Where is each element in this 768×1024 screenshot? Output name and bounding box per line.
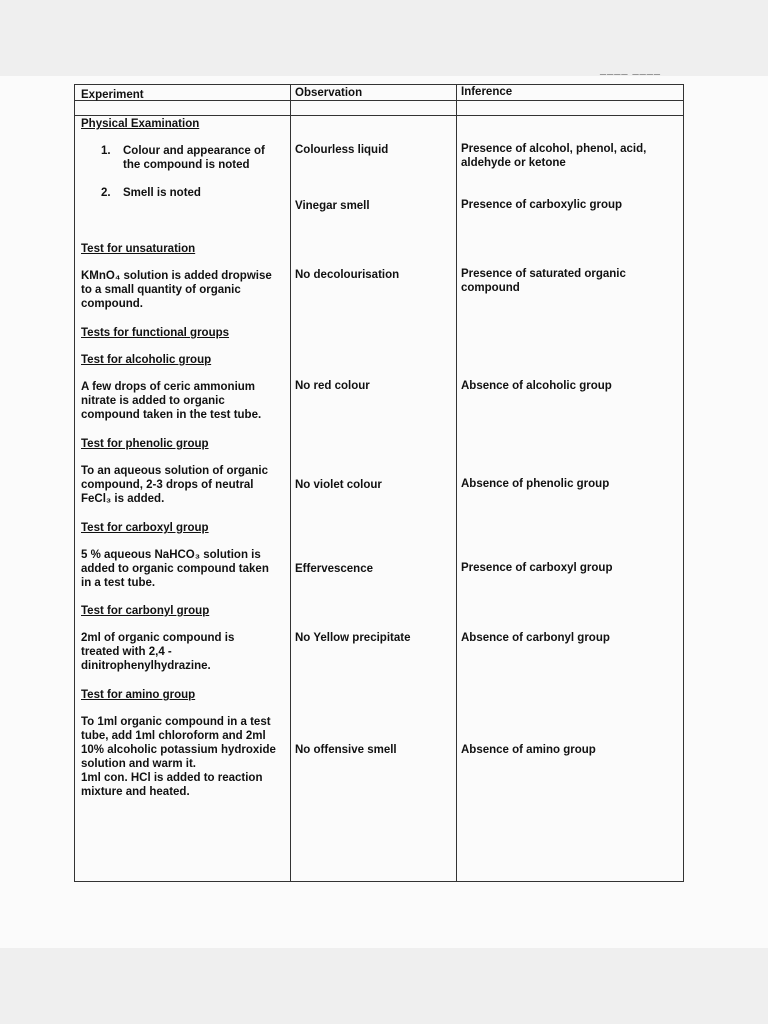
inference-carbonyl: Absence of carbonyl group: [461, 632, 610, 644]
inference-colour: Presence of alcohol, phenol, acid, aldehyde or ketone: [461, 143, 647, 169]
section-title-unsaturation: Test for unsaturation: [81, 243, 196, 255]
corner-mark: ____ ____: [600, 64, 661, 76]
observation-smell: Vinegar smell: [295, 200, 370, 212]
observation-phenolic: No violet colour: [295, 479, 382, 491]
experiment-carboxyl: 5 % aqueous NaHCO₃ solution is added to organic compound taken in a test tube.: [81, 549, 269, 589]
section-title-amino: Test for amino group: [81, 689, 196, 701]
experiment-unsaturation: KMnO₄ solution is added dropwise to a small quantity of organic compound.: [81, 270, 272, 310]
observation-alcoholic: No red colour: [295, 380, 370, 392]
header-inference: Inference: [461, 86, 513, 98]
column-divider: [290, 85, 291, 881]
section-title-phenolic: Test for phenolic group: [81, 438, 209, 450]
row-divider: [75, 115, 683, 116]
experiment-smell: Smell is noted: [123, 187, 201, 199]
inference-alcoholic: Absence of alcoholic group: [461, 380, 612, 392]
inference-amino: Absence of amino group: [461, 744, 596, 756]
item-number: 2.: [101, 187, 111, 199]
inference-phenolic: Absence of phenolic group: [461, 478, 610, 490]
item-number: 1.: [101, 145, 111, 157]
experiment-amino: To 1ml organic compound in a test tube, add 1ml chloroform and 2ml 10% alcoholic potassium hydroxide solution and warm it. 1ml con. HCl is added to reaction mixture and heated.: [81, 716, 276, 798]
row-divider: [75, 100, 683, 101]
section-title-carbonyl: Test for carbonyl group: [81, 605, 210, 617]
experiment-carbonyl: 2ml of organic compound is treated with 2,4 - dinitrophenylhydrazine.: [81, 632, 235, 672]
experiment-phenolic: To an aqueous solution of organic compound, 2-3 drops of neutral FeCl₃ is added.: [81, 465, 268, 505]
inference-carboxyl: Presence of carboxyl group: [461, 562, 613, 574]
experiment-alcoholic: A few drops of ceric ammonium nitrate is added to organic compound taken in the test tube.: [81, 381, 262, 421]
observation-carboxyl: Effervescence: [295, 563, 373, 575]
inference-unsaturation: Presence of saturated organic compound: [461, 268, 626, 294]
inference-smell: Presence of carboxylic group: [461, 199, 623, 211]
section-title-physical: Physical Examination: [81, 118, 200, 130]
section-title-functional: Tests for functional groups: [81, 327, 230, 339]
column-divider: [456, 85, 457, 881]
observation-carbonyl: No Yellow precipitate: [295, 632, 411, 644]
header-experiment: Experiment: [81, 89, 144, 101]
section-title-carboxyl: Test for carboxyl group: [81, 522, 209, 534]
observation-colour: Colourless liquid: [295, 144, 389, 156]
section-title-alcoholic: Test for alcoholic group: [81, 354, 212, 366]
observation-unsaturation: No decolourisation: [295, 269, 400, 281]
experiment-colour: Colour and appearance of the compound is noted: [123, 145, 265, 171]
header-observation: Observation: [295, 87, 363, 99]
observation-amino: No offensive smell: [295, 744, 397, 756]
